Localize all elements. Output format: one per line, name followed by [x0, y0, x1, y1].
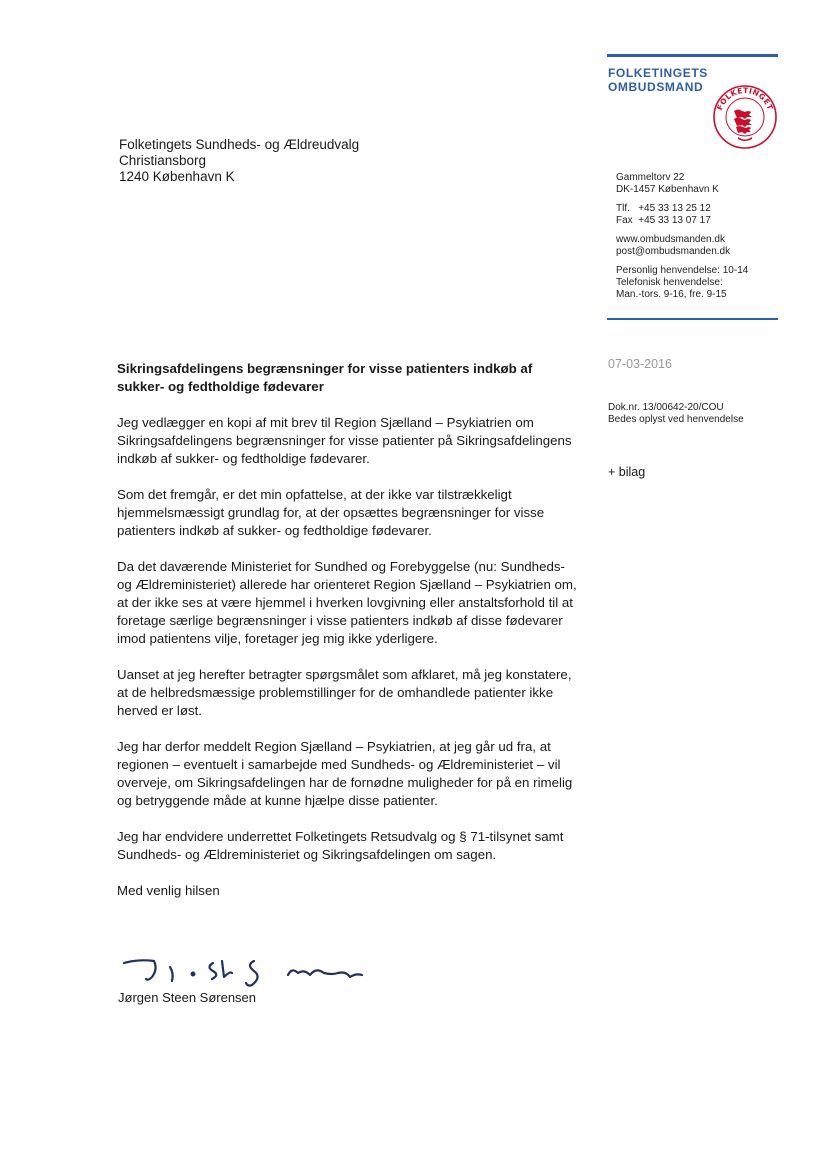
recipient-postal: 1240 København K	[119, 169, 235, 184]
organization-name-line2: OMBUDSMAND	[608, 80, 704, 94]
handwritten-signature	[118, 955, 403, 995]
svg-text:FOLKETINGET	[715, 86, 775, 112]
body-paragraph-6: Jeg har endvidere underrettet Folketingets Retsudvalg og § 71-tilsynet samt Sundheds- og Ældreministeriet og Sikringsafdelingen om sagen.	[117, 829, 564, 862]
organization-name	[608, 66, 708, 94]
sender-online	[616, 234, 748, 258]
sender-phone-fax	[616, 203, 748, 227]
letter-body	[117, 360, 579, 918]
sender-phone: Tlf. +45 33 13 25 12	[616, 203, 711, 214]
recipient-building: Christiansborg	[119, 153, 207, 168]
sender-street: Gammeltorv 22	[616, 172, 685, 183]
recipient-name: Folketingets Sundheds- og Ældreudvalg	[119, 137, 360, 152]
body-paragraph-5: Jeg har derfor meddelt Region Sjælland – Psykiatrien, at jeg går ud fra, at regionen – eventuelt i samarbejde med Sundheds- og Ældreministeriet – vil overveje, om Sikringsafdelingen har de fornødne muligheder for på en rimelig og betryggende måde at kunne hjælpe disse patienter.	[117, 739, 573, 808]
organization-name-line1: FOLKETINGETS	[608, 66, 708, 80]
letterhead-rule-top	[607, 54, 778, 57]
body-paragraph-3: Da det daværende Ministeriet for Sundhed og Forebyggelse (nu: Sundheds- og Ældreministeriet) allerede har orienteret Region Sjælland – Psykiatrien om, at der ikke ses at være hjemmel i hverken lovgivning eller anstaltsforhold til at foretage særlige begrænsninger i visse patienters indkøb af disse fødevarer imod patientens vilje, foretager jeg mig ikke yderligere.	[117, 559, 577, 646]
seal-text: FOLKETINGET	[715, 85, 775, 112]
folketinget-seal-logo	[712, 84, 778, 150]
body-paragraph-4: Uanset at jeg herefter betragter spørgsmålet som afklaret, må jeg konstatere, at de helbredsmæssige problemstillinger for de omhandlede patienter ikke herved er løst.	[117, 667, 572, 718]
enclosure-note: + bilag	[608, 465, 646, 479]
letter-date: 07-03-2016	[608, 357, 672, 371]
closing-salutation: Med venlig hilsen	[117, 883, 220, 898]
reference-note: Bedes oplyst ved henvendelse	[608, 414, 744, 425]
sender-fax: Fax +45 33 13 07 17	[616, 215, 711, 226]
body-paragraph-2: Som det fremgår, er det min opfattelse, at der ikke var tilstrækkeligt hjemmelsmæssigt grundlag for, at der opsættes begrænsninger for visse patienters indkøb af sukker- og fedtholdige fødevarer.	[117, 487, 545, 538]
sender-city: DK-1457 København K	[616, 184, 719, 195]
sender-website-link[interactable]: www.ombudsmanden.dk	[616, 234, 725, 245]
letter-subject: Sikringsafdelingens begrænsninger for visse patienters indkøb af sukker- og fedtholdige fødevarer	[117, 361, 533, 394]
body-paragraph-1: Jeg vedlægger en kopi af mit brev til Region Sjælland – Psykiatrien om Sikringsafdelingens begrænsninger for visse patienter på Sikringsafdelingens indkøb af sukker- og fedtholdige fødevarer.	[117, 415, 572, 466]
phone-inquiry-label: Telefonisk henvendelse:	[616, 277, 723, 288]
sender-address	[616, 172, 748, 196]
personal-inquiry-hours: Personlig henvendelse: 10-14	[616, 265, 749, 276]
document-number: Dok.nr. 13/00642-20/COU	[608, 402, 724, 413]
letterhead-rule-bottom	[607, 318, 778, 320]
phone-inquiry-hours: Man.-tors. 9-16, fre. 9-15	[616, 289, 727, 300]
signer-name: Jørgen Steen Sørensen	[118, 990, 257, 1005]
recipient-address	[119, 137, 359, 185]
sender-email-link[interactable]: post@ombudsmanden.dk	[616, 246, 731, 257]
sender-hours	[616, 265, 748, 301]
sender-contact-block	[616, 172, 748, 308]
document-reference	[608, 402, 744, 426]
